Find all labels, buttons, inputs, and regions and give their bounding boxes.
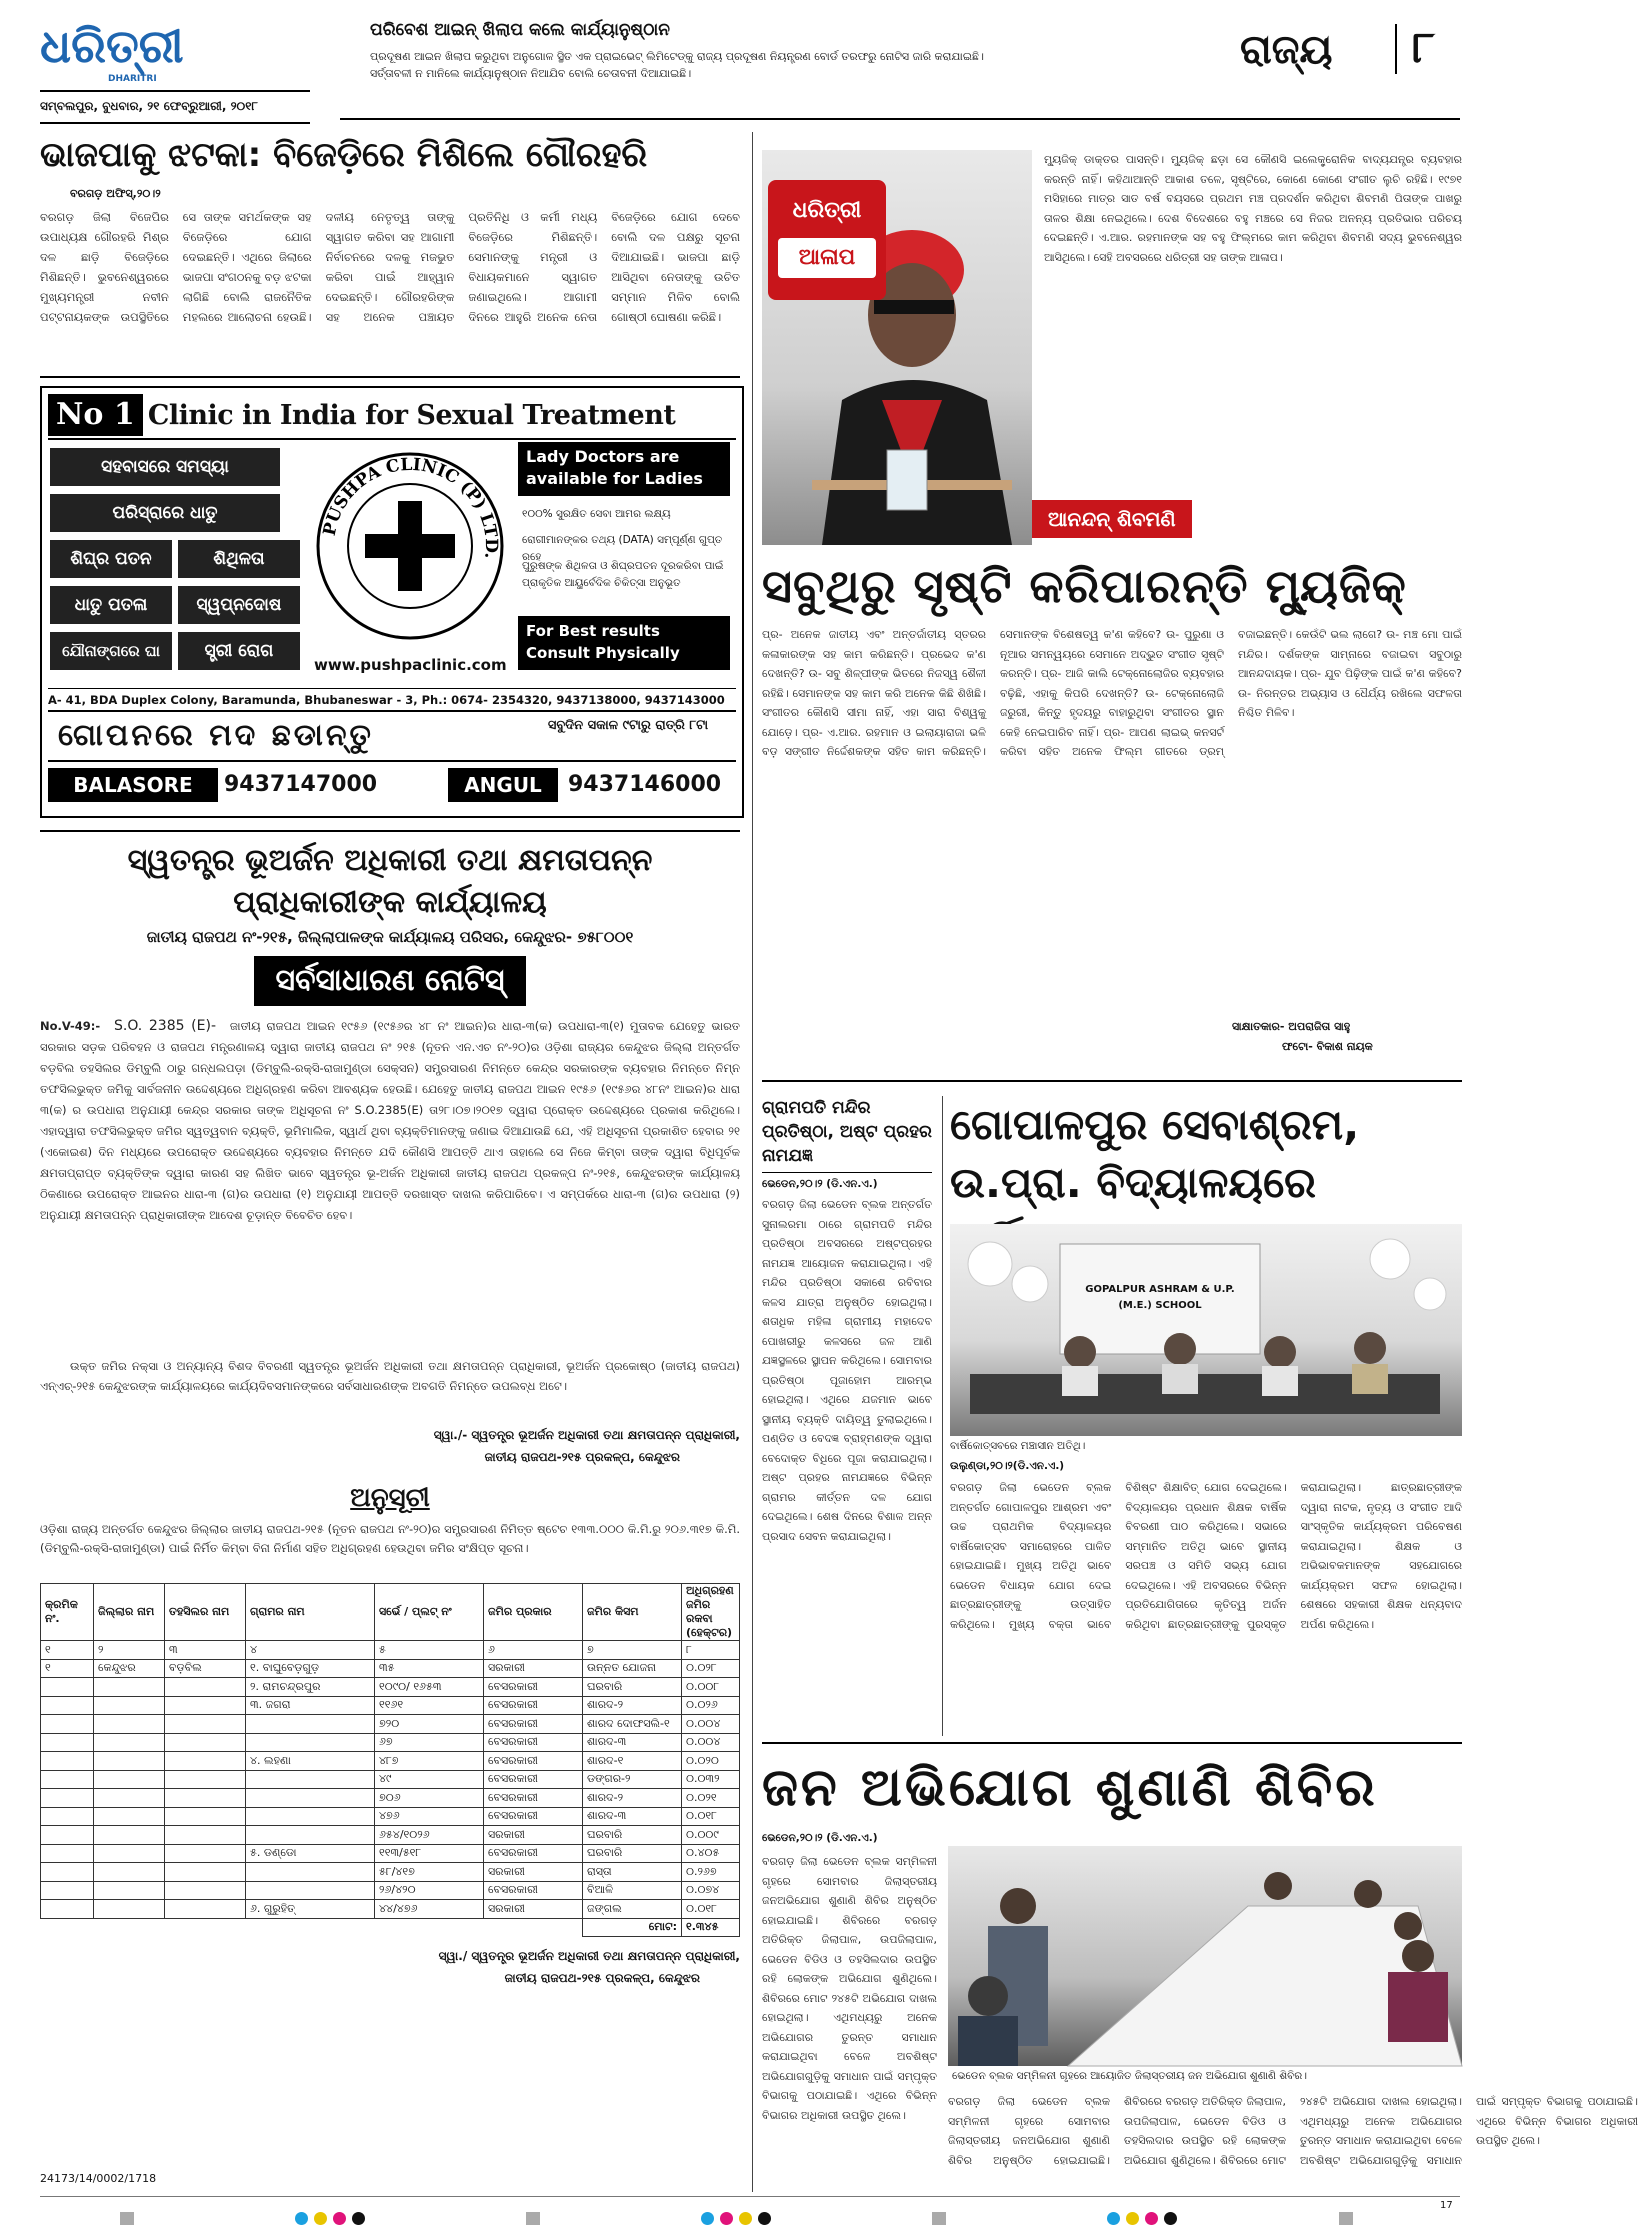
camp-body-tail: ବରଗଡ଼ ଜିଲା ଭେଡେନ ବ୍ଲକ ସମ୍ମିଳନୀ ଗୃହରେ ସୋମବାର ଜିଲାସ୍ତରୀୟ ଜନଅଭିଯୋଗ ଶୁଣାଣି ଶିବିର ଅନୁଷ୍ଠିତ ହୋଇଯାଇଛି। ଶିବିରରେ ବରଗଡ଼ ଅତିରିକ୍ତ ଜିଲାପାଳ, ଉପଜିଲାପାଳ, ଭେଡେନ ବିଡିଓ ଓ ତହସିଲଦାର ଉପସ୍ଥିତ ରହି ଲୋକଙ୍କ ଅଭିଯୋଗ ଶୁଣିଥିଲେ। ଶିବିରରେ ମୋଟ ୨୪୫ଟି ଅଭିଯୋଗ ଦାଖଲ ହୋଇଥିଲା। ଏଥିମଧ୍ୟରୁ ଅନେକ ଅଭିଯୋଗର ତୁରନ୍ତ ସମାଧାନ କରାଯାଇଥିବା ବେଳେ ଅବଶିଷ୍ଟ ଅଭିଯୋଗଗୁଡ଼ିକୁ ସମାଧାନ ପାଇଁ ସମ୍ପୃକ୍ତ ବିଭାଗକୁ ପଠାଯାଇଛି। ଏଥିରେ ବିଭିନ୍ନ ବିଭାଗର ଅଧିକାରୀ ଉପସ୍ଥିତ ଥିଲେ। xyxy=(948,2095,1638,2167)
clinic-ad xyxy=(40,386,744,818)
table-cell xyxy=(94,1863,165,1882)
table-cell: ବିଆଳି xyxy=(583,1881,682,1900)
clinic-title: Clinic in India for Sexual Treatment xyxy=(147,400,676,431)
table-cell: ବେସରକାରୀ xyxy=(484,1881,583,1900)
interview xyxy=(762,150,1462,1070)
table-cell xyxy=(94,1733,165,1752)
table-row xyxy=(41,1715,740,1734)
table-cell: ବେସରକାରୀ xyxy=(484,1733,583,1752)
table-cell xyxy=(246,1733,375,1752)
masthead-divider xyxy=(1395,24,1397,74)
table-cell xyxy=(41,1733,94,1752)
interview-intro: ମ୍ୟୁଜିକ୍ ଡାକ୍ତର ପାସନ୍ତି। ମ୍ୟୁଜିକ୍ ଛଡ଼ା ସେ କୌଣସି ଇଲେକ୍ଟ୍ରୋନିକ ବାଦ୍ୟଯନ୍ତ୍ର ବ୍ୟବହାର କରନ୍ତି ନାହିଁ। କହିଥାଆନ୍ତି ଆକାଶ ତଳେ, ସୃଷ୍ଟିରେ, କୋଣେ କୋଣେ ସଂଗୀତ ଲୁଚି ରହିଛି। ୧୯୭୧ ମସିହାରେ ମାତ୍ର ସାତ ବର୍ଷ ବୟସରେ ପ୍ରଥମ ମଞ୍ଚ ପ୍ରଦର୍ଶନ କରିଥିବା ଶିବମଣି ପିତାଙ୍କ ପାଖରୁ ତାଳର ଶିକ୍ଷା ନେଇଥିଲେ। ଦେଶ ବିଦେଶରେ ବହୁ ମଞ୍ଚରେ ସେ ନିଜର ଅନନ୍ୟ ପ୍ରତିଭାର ପରିଚୟ ଦେଇଛନ୍ତି। ଏ.ଆର. ରହମାନଙ୍କ ସହ ବହୁ ଫିଲ୍ମରେ କାମ କରିଥିବା ଶିବମଣି ସଦ୍ୟ ଭୁବନେଶ୍ୱର ଆସିଥିଲେ। ସେହି ଅବସରରେ ଧରିତ୍ରୀ ସହ ତାଙ୍କ ଆଳାପ। xyxy=(1044,153,1462,264)
school-photo xyxy=(950,1224,1462,1436)
schedule-table xyxy=(40,1583,740,1937)
clinic-slogan-box xyxy=(48,710,736,762)
school-photo-caption: ବାର୍ଷିକୋତ୍ସବରେ ମଞ୍ଚାସୀନ ଅତିଥି। xyxy=(950,1440,1086,1452)
camp-photo-caption: ଭେଡେନ ବ୍ଲକ ସମ୍ମିଳନୀ ଗୃହରେ ଆୟୋଜିତ ଜିଲାସ୍ତରୀୟ ଜନ ଅଭିଯୋଗ ଶୁଣାଣି ଶିବିର। xyxy=(952,2070,1307,2082)
notice-body xyxy=(40,1016,740,1352)
table-cell: ୪୪/୪୭୬ xyxy=(375,1900,484,1919)
rule xyxy=(762,1742,1462,1744)
table-cell xyxy=(94,1752,165,1771)
camp-photo xyxy=(948,1846,1462,2066)
story-gourahari xyxy=(40,132,740,372)
table-cell: ୦.୦୦୯ xyxy=(682,1826,740,1845)
story1-headline: ଭାଜପାକୁ ଝଟକା: ବିଜେଡ଼ିରେ ମିଶିଲେ ଗୌରହରି xyxy=(40,135,648,175)
table-cell xyxy=(165,1789,246,1808)
public-notice xyxy=(40,830,740,2192)
table-cell: ଶାରଦ-୨ xyxy=(583,1696,682,1715)
table-cell: ୨୬/୪୨୦ xyxy=(375,1881,484,1900)
table-cell xyxy=(94,1770,165,1789)
table-cell xyxy=(41,1715,94,1734)
table-cell xyxy=(246,1881,375,1900)
table-cell: ୪. ଲହଣା xyxy=(246,1752,375,1771)
table-cell: ଶାରଦ-୩ xyxy=(583,1733,682,1752)
table-cell: ଶାରଦ-୨ xyxy=(583,1789,682,1808)
table-cell: ୧୧୬୧ xyxy=(375,1696,484,1715)
notice-body-text: ଜାତୀୟ ରାଜପଥ ଆଇନ ୧୯୫୬ (୧୯୫୬ର ୪୮ ନଂ ଆଇନ)ର ଧାରା-୩(କ) ଉପଧାରା-୩(୧) ମୁତାବକ ଯେହେତୁ ଭାରତ ସରକାର ସଡ଼କ ପରିବହନ ଓ ରାଜପଥ ମନ୍ତ୍ରଣାଳୟ ଦ୍ୱାରା ଜାତୀୟ ରାଜପଥ ନଂ ୨୧୫ (ନୂତନ ଏନ.ଏଚ ନଂ-୨୦)ର ଓଡ଼ିଶା ରାଜ୍ୟର କେନ୍ଦୁଝର ଜିଲ୍ଲା ଅନ୍ତର୍ଗତ ବଡ଼ବିଲ ତହସିଲର ଡିମ୍ବୁଲି ଠାରୁ ଗନ୍ଧଲପଡ଼ା (ଡିମ୍ବୁଲି-ରକ୍ସି-ରାଜାମୁଣ୍ଡା ସେକ୍ସନ) ସମ୍ପ୍ରସାରଣ ନିମନ୍ତେ କେନ୍ଦ୍ର ସରକାରଙ୍କ ବ୍ୟବହାର ନିମନ୍ତେ ନିମ୍ନ ତଫସିଲଭୁକ୍ତ ଜମିକୁ ସାର୍ବଜନୀନ ଉଦ୍ଦେଶ୍ୟରେ ଅଧିଗ୍ରହଣ କରିବା ଆବଶ୍ୟକ ହେଉଛି। ଯେହେତୁ ଜାତୀୟ ରାଜପଥ ଆଇନ ୧୯୫୬ (୧୯୫୬ର ୪୮ନଂ ଆଇନ)ର ଧାରା ୩(କ) ର ଉପଧାରା ଅନୁଯାୟୀ କେନ୍ଦ୍ର ସରକାର ତାଙ୍କ ଅଧିସୂଚନା ନଂ S.O.2385(E) ତା୨୮।୦୭।୨୦୧୭ ଦ୍ୱାରା ପ୍ରୋକ୍ତ ଉଦ୍ଦେଶ୍ୟରେ ପ୍ରକାଶ କରିଥିଲେ। ଏହାଦ୍ୱାରା ତଫସିଲଭୁକ୍ତ ଜମିର ସ୍ୱତ୍ୱବାନ ବ୍ୟକ୍ତି, ଭୂମିମାଲିକ, ସ୍ୱାର୍ଥ ଥିବା ବ୍ୟକ୍ତିମାନଙ୍କୁ ଜଣାଇ ଦିଆଯାଉଛି ଯେ, ଏହି ଅଧିସୂଚନା ପ୍ରକାଶିତ ହେବାର ୨୧ (ଏକୋଇଶ) ଦିନ ମଧ୍ୟରେ ଉପରୋକ୍ତ ଉଦ୍ଦେଶ୍ୟରେ ବ୍ୟବହାର ନିମନ୍ତେ ଯଦି କୌଣସି ଆପତ୍ତି ଥାଏ ତାହାଲେ ସେ ନିଜେ କିମ୍ବା ତାଙ୍କ ଦ୍ୱାରା ବିଧିପୂର୍ବକ କ୍ଷମତାପ୍ରାପ୍ତ ବ୍ୟକ୍ତିଙ୍କ ଦ୍ୱାରା କାରଣ ସହ ଲିଖିତ ଭାବେ ସ୍ୱତନ୍ତ୍ର ଭୂ-ଅର୍ଜନ ଅଧିକାରୀ ଜାତୀୟ ରାଜପଥ ପ୍ରକଳ୍ପ ନଂ-୨୧୫, କେନ୍ଦୁଝରଙ୍କ କାର୍ଯ୍ୟାଳୟ ଠିକଣାରେ ଉପରୋକ୍ତ ଆଇନର ଧାରା-୩ (ଗ)ର ଉପଧାରା (୧) ଅନୁଯାୟୀ ଆପତ୍ତି ଦରଖାସ୍ତ ଦାଖଲ କରିପାରିବେ। ଏ ସମ୍ପର୍କରେ ଧାରା-୩ (ଗ)ର ଉପଧାରା (୨) ଅନୁଯାୟୀ କ୍ଷମତାପନ୍ନ ପ୍ରାଧିକାରୀଙ୍କ ଆଦେଶ ଚୂଡ଼ାନ୍ତ ବିବେଚିତ ହେବ। xyxy=(40,1019,741,1222)
table-cell xyxy=(246,1715,375,1734)
table-cell: ୦.୦୭୪ xyxy=(682,1881,740,1900)
camp-dateline: ଭେଡେନ,୨୦।୨ (ଡି.ଏନ.ଏ.) xyxy=(762,1832,878,1844)
table-cell xyxy=(165,1770,246,1789)
masthead-logo: ଧରିତ୍ରୀ xyxy=(40,19,184,73)
table-cell: ୦.୦୦୪ xyxy=(682,1733,740,1752)
camp-body-cont xyxy=(948,2092,1638,2172)
table-cell: ଘରବାରି xyxy=(583,1826,682,1845)
table-cell: ୦.୪୦୫ xyxy=(682,1844,740,1863)
table-cell: ୪୭୬ xyxy=(375,1807,484,1826)
interview-caption: ଆନନ୍ଦନ୍ ଶିବମଣି xyxy=(1032,500,1192,538)
col-num: ୩ xyxy=(165,1641,246,1660)
camp-photo-graphic xyxy=(948,1846,1462,2066)
clinic-no1: No 1 xyxy=(48,394,143,436)
table-cell: ୦.୦୦୪ xyxy=(682,1715,740,1734)
total-value: ୧.୩୪୫ xyxy=(682,1918,740,1937)
table-cell: ୧୧୩/୫୧୮ xyxy=(375,1844,484,1863)
col-num: ୨ xyxy=(94,1641,165,1660)
clinic-website: www.pushpaclinic.com xyxy=(314,656,507,674)
clinic-seal-graphic xyxy=(310,446,510,646)
table-cell xyxy=(41,1678,94,1697)
school-dateline: ଉଲୁଣ୍ଡା,୨୦।୨(ଡି.ଏନ.ଏ.) xyxy=(950,1460,1065,1472)
table-cell: ୫. ଡଣ୍ଡୋ xyxy=(246,1844,375,1863)
table-cell xyxy=(94,1696,165,1715)
teaser-title: ପରିବେଶ ଆଇନ୍ ଖିଲାପ କଲେ କାର୍ଯ୍ୟାନୁଷ୍ଠାନ xyxy=(370,20,671,40)
clinic-feature-3: ପୁରୁଷଙ୍କ ଶିଥିଳତା ଓ ଶିଘ୍ରପତନ ଦୂରକରିବା ପାଇଁ ପ୍ରାକୃତିକ ଆୟୁର୍ବେଦିକ ଚିକିତ୍ସା ଅନୁଭୂତ xyxy=(522,560,724,589)
clinic-btn-3: ଶିଘ୍ର ପତନ xyxy=(50,540,172,578)
clinic-title-box xyxy=(48,394,736,440)
table-cell: ସରକାରୀ xyxy=(484,1826,583,1845)
branch2-name: ANGUL xyxy=(448,768,558,802)
table-cell xyxy=(94,1807,165,1826)
table-cell: ରାସ୍ତା xyxy=(583,1863,682,1882)
col-num: ୬ xyxy=(484,1641,583,1660)
table-cell xyxy=(165,1678,246,1697)
notice-sign3: ସ୍ୱା./ ସ୍ୱତନ୍ତ୍ର ଭୂଅର୍ଜନ ଅଧିକାରୀ ତଥା କ୍ଷମତାପନ୍ନ ପ୍ରାଧିକାରୀ, xyxy=(438,1949,740,1963)
school-headline: ଗୋପାଳପୁର ସେବାଶ୍ରମ, ଉ.ପ୍ରା. ବିଦ୍ୟାଳୟରେ xyxy=(950,1100,1360,1207)
table-cell: ୦.୦୨୬ xyxy=(682,1696,740,1715)
table-cell: ୭୨୦ xyxy=(375,1715,484,1734)
table-row xyxy=(41,1807,740,1826)
alap-badge-top: ଧରିତ୍ରୀ xyxy=(792,198,862,223)
schedule-body xyxy=(41,1659,740,1918)
schedule-header-row xyxy=(41,1584,740,1641)
table-cell: ବେସରକାରୀ xyxy=(484,1844,583,1863)
camp-body: ବରଗଡ଼ ଜିଲା ଭେଡେନ ବ୍ଲକ ସମ୍ମିଳନୀ ଗୃହରେ ସୋମବାର ଜିଲାସ୍ତରୀୟ ଜନଅଭିଯୋଗ ଶୁଣାଣି ଶିବିର ଅନୁଷ୍ଠିତ ହୋଇଯାଇଛି। ଶିବିରରେ ବରଗଡ଼ ଅତିରିକ୍ତ ଜିଲାପାଳ, ଉପଜିଲାପାଳ, ଭେଡେନ ବିଡିଓ ଓ ତହସିଲଦାର ଉପସ୍ଥିତ ରହି ଲୋକଙ୍କ ଅଭିଯୋଗ ଶୁଣିଥିଲେ। ଶିବିରରେ ମୋଟ ୨୪୫ଟି ଅଭିଯୋଗ ଦାଖଲ ହୋଇଥିଲା। ଏଥିମଧ୍ୟରୁ ଅନେକ ଅଭିଯୋଗର ତୁରନ୍ତ ସମାଧାନ କରାଯାଇଥିବା ବେଳେ ଅବଶିଷ୍ଟ ଅଭିଯୋଗଗୁଡ଼ିକୁ ସମାଧାନ ପାଇଁ ସମ୍ପୃକ୍ତ ବିଭାଗକୁ ପଠାଯାଇଛି। ଏଥିରେ ବିଭିନ୍ନ ବିଭାଗର ଅଧିକାରୀ ଉପସ୍ଥିତ ଥିଲେ। xyxy=(762,1855,937,2122)
table-cell xyxy=(94,1844,165,1863)
clinic-buttons xyxy=(50,448,325,678)
interview-credit2: ଫଟୋ- ବିକାଶ ନାୟକ xyxy=(1282,1040,1373,1053)
clinic-btn-1: ସହବାସରେ ସମସ୍ୟା xyxy=(50,448,280,486)
table-cell: ୧ xyxy=(41,1659,94,1678)
table-cell: ୦.୦୨୧ xyxy=(682,1789,740,1808)
story1-dateline: ବରଗଡ଼ ଅଫିସ୍,୨୦।୨ xyxy=(70,187,161,200)
branch-row xyxy=(48,764,736,804)
table-row xyxy=(41,1881,740,1900)
notice-so: S.O. 2385 (E)- xyxy=(113,1018,217,1034)
th-area: ଅଧିଗ୍ରହଣ ଜମିର ରକବା (ହେକ୍ଟର) xyxy=(682,1584,740,1641)
story-temple xyxy=(762,1096,932,1736)
table-cell: ୬୭ xyxy=(375,1733,484,1752)
table-cell xyxy=(165,1844,246,1863)
table-cell: ବେସରକାରୀ xyxy=(484,1696,583,1715)
school-banner-text: GOPALPUR ASHRAM & U.P. (M.E.) SCHOOL xyxy=(1085,1284,1235,1311)
notice-address: ଜାତୀୟ ରାଜପଥ ନଂ-୨୧୫, ଜିଲ୍ଲାପାଳଙ୍କ କାର୍ଯ୍ୟାଳୟ ପରିସର, କେନ୍ଦୁଝର- ୭୫୮୦୦୧ xyxy=(146,928,634,946)
best-results: For Best results Consult Physically xyxy=(518,616,730,670)
table-cell: ବେସରକାରୀ xyxy=(484,1715,583,1734)
table-cell: ୦.୦୨୮ xyxy=(682,1659,740,1678)
table-row xyxy=(41,1826,740,1845)
table-cell xyxy=(41,1752,94,1771)
th-village: ଗ୍ରାମର ନାମ xyxy=(246,1584,375,1641)
col-num: ୫ xyxy=(375,1641,484,1660)
table-cell xyxy=(246,1863,375,1882)
table-cell xyxy=(41,1789,94,1808)
notice-sign2: ଜାତୀୟ ରାଜପଥ-୨୧୫ ପ୍ରକଳ୍ପ, କେନ୍ଦୁଝର xyxy=(484,1450,680,1464)
interview-credit1: ସାକ୍ଷାତକାର- ଅପରାଜିତା ସାହୁ xyxy=(1232,1020,1351,1033)
table-cell xyxy=(94,1826,165,1845)
temple-headline: ଗ୍ରାମପତି ମନ୍ଦିର ପ୍ରତିଷ୍ଠା, ଅଷ୍ଟ ପ୍ରହର ନାମଯଜ୍ଞ xyxy=(762,1096,932,1173)
footer xyxy=(0,2196,1500,2230)
table-cell: ବେସରକାରୀ xyxy=(484,1770,583,1789)
masthead-logo-sub: DHARITRI xyxy=(108,74,157,84)
table-row xyxy=(41,1789,740,1808)
temple-body: ବରଗଡ଼ ଜିଲା ଭେଡେନ ବ୍ଲକ ଅନ୍ତର୍ଗତ ସୁନାଲରମା ଠାରେ ଗ୍ରାମପତି ମନ୍ଦିର ପ୍ରତିଷ୍ଠା ଅବସରରେ ଅଷ୍ଟପ୍ରହର ନାମଯଜ୍ଞ ଆୟୋଜନ କରାଯାଇଥିଲା। ଏହି ମନ୍ଦିର ପ୍ରତିଷ୍ଠା ସକାଶେ ରବିବାର କଳସ ଯାତ୍ରା ଅନୁଷ୍ଠିତ ହୋଇଥିଲା। ଶତାଧିକ ମହିଳା ଗ୍ରାମୀୟ ମହାଦେବ ପୋଖରୀରୁ କଳସରେ ଜଳ ଆଣି ଯଜ୍ଞସ୍ଥଳରେ ସ୍ଥାପନ କରିଥିଲେ। ସୋମବାର ପ୍ରତିଷ୍ଠା ପୂଜାହୋମ ଆରମ୍ଭ ହୋଇଥିଲା। ଏଥିରେ ଯଜମାନ ଭାବେ ସ୍ଥାନୀୟ ବ୍ୟକ୍ତି ଦାୟିତ୍ୱ ତୁଲାଇଥିଲେ। ପଣ୍ଡିତ ଓ ବେଦଜ୍ଞ ବ୍ରାହ୍ମଣଙ୍କ ଦ୍ୱାରା ବେଦୋକ୍ତ ବିଧିରେ ପୂଜା କରାଯାଇଥିଲା। ଅଷ୍ଟ ପ୍ରହର ନାମଯଜ୍ଞରେ ବିଭିନ୍ନ ଗ୍ରାମର କୀର୍ତ୍ତନ ଦଳ ଯୋଗ ଦେଇଥିଲେ। ଶେଷ ଦିନରେ ବିଶାଳ ଅନ୍ନ ପ୍ରସାଦ ସେବନ କରାଯାଇଥିଲା। xyxy=(762,1198,932,1543)
col-num: ୧ xyxy=(41,1641,94,1660)
interview-qa: ପ୍ର- ଅନେକ ଜାତୀୟ ଏବଂ ଅନ୍ତର୍ଜାତୀୟ ସ୍ତରର କଳାକାରଙ୍କ ସହ କାମ କରିଛନ୍ତି। ପ୍ରଭେଦ କ'ଣ ଦେଖନ୍ତି? ଉ- ସବୁ ଶିଳ୍ପୀଙ୍କ ଭିତରେ ନିଜସ୍ୱ ଶୈଳୀ ରହିଛି। ସେମାନଙ୍କ ସହ କାମ କରି ଅନେକ କିଛି ଶିଖିଛି। ସଂଗୀତର କୌଣସି ସୀମା ନାହିଁ, ଏହା ସାରା ବିଶ୍ୱକୁ ଯୋଡ଼େ। ପ୍ର- ଏ.ଆର. ରହମାନ ଓ ଇଲାୟାରାଜା ଭଳି ବଡ଼ ସଙ୍ଗୀତ ନିର୍ଦ୍ଦେଶକଙ୍କ ସହିତ କାମ କରିଛନ୍ତି। ସେମାନଙ୍କ ବିଶେଷତ୍ୱ କ'ଣ କହିବେ? ଉ- ପୁରୁଣା ଓ ନୂଆର ସମନ୍ୱୟରେ ସେମାନେ ଅଦ୍ଭୁତ ସଂଗୀତ ସୃଷ୍ଟି କରନ୍ତି। ପ୍ର- ଆଜି କାଲି ଟେକ୍ନୋଲୋଜିର ବ୍ୟବହାର ବଢ଼ିଛି, ଏହାକୁ କିପରି ଦେଖନ୍ତି? ଉ- ଟେକ୍ନୋଲୋଜି ଜରୁରୀ, କିନ୍ତୁ ହୃଦୟରୁ ବାହାରୁଥିବା ସଂଗୀତର ସ୍ଥାନ କେହି ନେଇପାରିବ ନାହିଁ। ପ୍ର- ଆପଣ ଲାଇଭ୍ କନସର୍ଟ କରିବା ସହିତ ଅନେକ ଫିଲ୍ମ ଗୀତରେ ଡ୍ରମ୍ ବଜାଇଛନ୍ତି। କେଉଁଟି ଭଲ ଲାଗେ? ଉ- ମଞ୍ଚ ମୋ ପାଇଁ ମନ୍ଦିର। ଦର୍ଶକଙ୍କ ସାମ୍ନାରେ ବଜାଇବା ସବୁଠାରୁ ଆନନ୍ଦଦାୟକ। ପ୍ର- ଯୁବ ପିଢ଼ିଙ୍କ ପାଇଁ କ'ଣ କହିବେ? ଉ- ନିରନ୍ତର ଅଭ୍ୟାସ ଓ ଧୈର୍ଯ୍ୟ ରଖିଲେ ସଫଳତା ନିଶ୍ଚିତ ମିଳିବ। xyxy=(762,628,1462,758)
clinic-btn-2: ପରିସ୍ରାରେ ଧାତୁ xyxy=(50,494,280,532)
column-divider xyxy=(752,132,753,2192)
table-row xyxy=(41,1659,740,1678)
table-cell: ୦.୦୨୦ xyxy=(682,1752,740,1771)
masthead xyxy=(40,18,1460,126)
table-cell xyxy=(41,1770,94,1789)
camp-headline: ଜନ ଅଭିଯୋଗ ଶୁଣାଣି ଶିବିର xyxy=(762,1758,1378,1818)
table-cell: ବଡ଼ବିଲ xyxy=(165,1659,246,1678)
total-label: ମୋଟ: xyxy=(583,1918,682,1937)
notice-title: ସର୍ବସାଧାରଣ ନୋଟିସ୍ xyxy=(254,956,527,1006)
table-cell xyxy=(246,1789,375,1808)
lady-doctors: Lady Doctors are available for Ladies xyxy=(518,442,730,496)
interview-headline: ସବୁଥିରୁ ସୃଷ୍ଟି କରିପାରନ୍ତି ମ୍ୟୁଜିକ୍ xyxy=(762,559,1407,613)
story-camp xyxy=(762,1752,1638,2192)
clinic-btn-8: ସ୍ତ୍ରୀ ରୋଗ xyxy=(178,632,300,670)
masthead-rule xyxy=(340,118,1460,120)
notice-office-1: ସ୍ୱତନ୍ତ୍ର ଭୂଅର୍ଜନ ଅଧିକାରୀ ତଥା କ୍ଷମତାପନ୍ନ xyxy=(127,843,653,878)
table-cell: ବେସରକାରୀ xyxy=(484,1807,583,1826)
clinic-btn-6: ସ୍ୱପ୍ନଦୋଷ xyxy=(178,586,300,624)
table-cell xyxy=(41,1881,94,1900)
registration-marks xyxy=(120,2210,1420,2226)
story-school xyxy=(950,1096,1462,1736)
notice-office-2: ପ୍ରାଧିକାରୀଙ୍କ କାର୍ଯ୍ୟାଳୟ xyxy=(233,885,547,920)
table-cell xyxy=(165,1826,246,1845)
branch2-phone[interactable]: 9437146000 xyxy=(568,772,722,797)
table-row xyxy=(41,1678,740,1697)
table-cell xyxy=(165,1900,246,1919)
table-cell xyxy=(165,1715,246,1734)
table-cell xyxy=(41,1696,94,1715)
rule xyxy=(762,1080,1462,1082)
clinic-seal xyxy=(310,446,510,646)
table-cell: ୦.୦୧୮ xyxy=(682,1807,740,1826)
schedule-title: ଅନୁସୂଚୀ xyxy=(350,1483,430,1513)
table-cell: ୦.୨୬୭ xyxy=(682,1863,740,1882)
story1-body: ବରଗଡ଼ ଜିଲା ବିଜେପିର ଉପାଧ୍ୟକ୍ଷ ଗୌରହରି ମିଶ୍ର ଦଳ ଛାଡ଼ି ବିଜେଡ଼ିରେ ମିଶିଛନ୍ତି। ଭୁବନେଶ୍ୱରରେ ମୁଖ୍ୟମନ୍ତ୍ରୀ ନବୀନ ପଟ୍ଟନାୟକଙ୍କ ଉପସ୍ଥିତିରେ ସେ ତାଙ୍କ ସମର୍ଥକଙ୍କ ସହ ବିଜେଡ଼ିରେ ଯୋଗ ଦେଇଛନ୍ତି। ଏଥିରେ ଜିଲାରେ ଭାଜପା ସଂଗଠନକୁ ବଡ଼ ଝଟକା ଲାଗିଛି ବୋଲି ରାଜନୈତିକ ମହଲରେ ଆଲୋଚନା ହେଉଛି। ଦଳୀୟ ନେତୃତ୍ୱ ତାଙ୍କୁ ସ୍ୱାଗତ କରିବା ସହ ଆଗାମୀ ନିର୍ବାଚନରେ ଦଳକୁ ମଜଭୁତ କରିବା ପାଇଁ ଆହ୍ୱାନ ଦେଇଛନ୍ତି। ଗୌରହରିଙ୍କ ସହ ଅନେକ ପଞ୍ଚାୟତ ପ୍ରତିନିଧି ଓ କର୍ମୀ ମଧ୍ୟ ବିଜେଡ଼ିରେ ମିଶିଛନ୍ତି। ସେମାନଙ୍କୁ ମନ୍ତ୍ରୀ ଓ ବିଧାୟକମାନେ ସ୍ୱାଗତ ଜଣାଇଥିଲେ। ଆଗାମୀ ଦିନରେ ଆହୁରି ଅନେକ ନେତା ବିଜେଡ଼ିରେ ଯୋଗ ଦେବେ ବୋଲି ଦଳ ପକ୍ଷରୁ ସୂଚନା ଦିଆଯାଇଛି। ଭାଜପା ଛାଡ଼ି ଆସିଥିବା ନେତାଙ୍କୁ ଉଚିତ ସମ୍ମାନ ମିଳିବ ବୋଲି ଗୋଷ୍ଠୀ ଘୋଷଣା କରିଛି। xyxy=(40,210,740,324)
clinic-btn-7: ଯୌନାଙ୍ଗରେ ଘା xyxy=(50,632,172,670)
table-cell: ୩୫ xyxy=(375,1659,484,1678)
rule xyxy=(40,376,740,378)
th-tahasil: ତହସିଲର ନାମ xyxy=(165,1584,246,1641)
footer-page-code: 17 xyxy=(1440,2200,1453,2211)
clinic-feature-2: ରୋଗୀମାନଙ୍କର ତଥ୍ୟ (DATA) ସମ୍ପୂର୍ଣ୍ଣ ଗୁପ୍ତ ରହେ xyxy=(522,534,723,563)
table-cell xyxy=(246,1770,375,1789)
notice-ref: No.V-49:- xyxy=(40,1019,101,1033)
table-row xyxy=(41,1844,740,1863)
table-cell xyxy=(41,1863,94,1882)
table-cell xyxy=(94,1678,165,1697)
dateline xyxy=(40,90,310,124)
col-num: ୪ xyxy=(246,1641,375,1660)
seal-text: PUSHPA CLINIC (P) LTD. xyxy=(319,454,502,560)
table-row xyxy=(41,1696,740,1715)
schedule-intro: ଓଡ଼ିଶା ରାଜ୍ୟ ଅନ୍ତର୍ଗତ କେନ୍ଦୁଝର ଜିଲ୍ଲାର ଜାତୀୟ ରାଜପଥ-୨୧୫ (ନୂତନ ରାଜପଥ ନଂ-୨୦)ର ସମ୍ପ୍ରସାରଣ ନିମିତ୍ତ ଷ୍ଟେଚ ୧୩୩.୦୦୦ କି.ମି.ରୁ ୨୦୬.୩୧୭ କି.ମି. (ଡିମ୍ବୁଲି-ରକ୍ସି-ରାଜାମୁଣ୍ଡା) ପାଇଁ ନିର୍ମିତ କିମ୍ବା ବିନା ନିର୍ମାଣ ସହିତ ଅଧିଗ୍ରହଣ ହେଉଥିବା ଜମିର ସଂକ୍ଷିପ୍ତ ସୂଚନା। xyxy=(40,1522,740,1555)
table-row xyxy=(41,1733,740,1752)
table-cell xyxy=(41,1844,94,1863)
table-cell: ଉନ୍ନତ ଯୋଜନା xyxy=(583,1659,682,1678)
table-cell: ୫୮/୪୧୭ xyxy=(375,1863,484,1882)
table-cell: ଘରବାରି xyxy=(583,1678,682,1697)
table-cell xyxy=(94,1715,165,1734)
schedule-number-row xyxy=(41,1641,740,1660)
th-land-kisam: ଜମିର କିସମ xyxy=(583,1584,682,1641)
temple-dateline: ଭେଡେନ,୨୦।୨ (ଡି.ଏନ.ଏ.) xyxy=(762,1178,878,1190)
school-body: ବରଗଡ଼ ଜିଲା ଭେଡେନ ବ୍ଲକ ଅନ୍ତର୍ଗତ ଗୋପାଳପୁର ଆଶ୍ରମ ଏବଂ ଉଚ୍ଚ ପ୍ରାଥମିକ ବିଦ୍ୟାଳୟର ବାର୍ଷିକୋତ୍ସବ ସମାରୋହରେ ପାଳିତ ହୋଇଯାଇଛି। ମୁଖ୍ୟ ଅତିଥି ଭାବେ ଭେଡେନ ବିଧାୟକ ଯୋଗ ଦେଇ ଛାତ୍ରଛାତ୍ରୀଙ୍କୁ ଉତ୍ସାହିତ କରିଥିଲେ। ମୁଖ୍ୟ ବକ୍ତା ଭାବେ ବିଶିଷ୍ଟ ଶିକ୍ଷାବିତ୍ ଯୋଗ ଦେଇଥିଲେ। ବିଦ୍ୟାଳୟର ପ୍ରଧାନ ଶିକ୍ଷକ ବାର୍ଷିକ ବିବରଣୀ ପାଠ କରିଥିଲେ। ସଭାରେ ସମ୍ମାନିତ ଅତିଥି ଭାବେ ସ୍ଥାନୀୟ ସରପଞ୍ଚ ଓ ସମିତି ସଭ୍ୟ ଯୋଗ ଦେଇଥିଲେ। ଏହି ଅବସରରେ ବିଭିନ୍ନ ପ୍ରତିଯୋଗିତାରେ କୃତିତ୍ୱ ଅର୍ଜନ କରିଥିବା ଛାତ୍ରଛାତ୍ରୀଙ୍କୁ ପୁରସ୍କୃତ କରାଯାଇଥିଲା। ଛାତ୍ରଛାତ୍ରୀଙ୍କ ଦ୍ୱାରା ନାଟକ, ନୃତ୍ୟ ଓ ସଂଗୀତ ଆଦି ସାଂସ୍କୃତିକ କାର୍ଯ୍ୟକ୍ରମ ପରିବେଷଣ କରାଯାଇଥିଲା। ଶିକ୍ଷକ ଓ ଅଭିଭାବକମାନଙ୍କ ସହଯୋଗରେ କାର୍ଯ୍ୟକ୍ରମ ସଫଳ ହୋଇଥିଲା। ଶେଷରେ ସହକାରୀ ଶିକ୍ଷକ ଧନ୍ୟବାଦ ଅର୍ପଣ କରିଥିଲେ। xyxy=(950,1481,1462,1631)
teaser-text: ପ୍ରଦୂଷଣ ଆଇନ ଖିଲାପ କରୁଥିବା ଅନୁଗୋଳ ସ୍ଥିତ ଏକ ପ୍ରାଇଭେଟ୍ ଲିମିଟେଡ୍‌କୁ ରାଜ୍ୟ ପ୍ରଦୂଷଣ ନିୟନ୍ତ୍ରଣ ବୋର୍ଡ ତରଫରୁ ନୋଟିସ ଜାରି କରାଯାଇଛି। ସର୍ତ୍ତାବଳୀ ନ ମାନିଲେ କାର୍ଯ୍ୟାନୁଷ୍ଠାନ ନିଆଯିବ ବୋଲି ଚେତାବନୀ ଦିଆଯାଇଛି। xyxy=(370,50,984,80)
col-num: ୭ xyxy=(583,1641,682,1660)
table-cell xyxy=(41,1826,94,1845)
section-name: ରାଜ୍ୟ xyxy=(1240,27,1333,73)
table-cell: ୦.୦୦୮ xyxy=(682,1678,740,1697)
table-cell xyxy=(41,1900,94,1919)
table-cell xyxy=(165,1881,246,1900)
col-num: ୮ xyxy=(682,1641,740,1660)
school-photo-graphic xyxy=(950,1224,1462,1436)
table-cell xyxy=(165,1733,246,1752)
table-row xyxy=(41,1900,740,1919)
table-cell: ୭୦୬ xyxy=(375,1789,484,1808)
notice-sign1: ସ୍ୱା./- ସ୍ୱତନ୍ତ୍ର ଭୂଅର୍ଜନ ଅଧିକାରୀ ତଥା କ୍ଷମତାପନ୍ନ ପ୍ରାଧିକାରୀ, xyxy=(433,1428,740,1442)
column-divider xyxy=(942,1096,943,1736)
table-cell: ୪୮୭ xyxy=(375,1752,484,1771)
table-cell: ବେସରକାରୀ xyxy=(484,1752,583,1771)
table-cell xyxy=(94,1789,165,1808)
table-cell xyxy=(246,1807,375,1826)
table-cell: ସରକାରୀ xyxy=(484,1863,583,1882)
th-district: ଜିଲ୍ଲାର ନାମ xyxy=(94,1584,165,1641)
table-cell: ୩. ଜଗରା xyxy=(246,1696,375,1715)
clinic-timing: ସବୁଦିନ ସକାଳ ୯ଟାରୁ ରାତ୍ରି ୮ଟା xyxy=(547,718,709,733)
table-cell: ବେସରକାରୀ xyxy=(484,1789,583,1808)
table-row xyxy=(41,1863,740,1882)
table-cell xyxy=(165,1752,246,1771)
th-plot: ସର୍ଭେ / ପ୍ଲଟ୍ ନଂ xyxy=(375,1584,484,1641)
alap-badge xyxy=(768,180,886,300)
table-cell: ଶାରଦ-୩ xyxy=(583,1807,682,1826)
table-cell: ୧. ବାଘୁବେଡ଼ଗୁଡ଼ xyxy=(246,1659,375,1678)
branch1-name: BALASORE xyxy=(48,768,218,802)
table-cell: ସରକାରୀ xyxy=(484,1659,583,1678)
clinic-address: A- 41, BDA Duplex Colony, Baramunda, Bhubaneswar - 3, Ph.: 0674- 2354320, 9437138000, 9437143000 xyxy=(48,688,736,707)
table-cell: ୦.୦୩୨ xyxy=(682,1770,740,1789)
table-cell xyxy=(94,1900,165,1919)
th-serial: କ୍ରମିକ ନଂ. xyxy=(41,1584,94,1641)
notice-sign4: ଜାତୀୟ ରାଜପଥ-୨୧୫ ପ୍ରକଳ୍ପ, କେନ୍ଦୁଝର xyxy=(504,1971,700,1985)
dateline-text: ସମ୍ବଲପୁର, ବୁଧବାର, ୨୧ ଫେବ୍ରୁଆରୀ, ୨୦୧୮ xyxy=(40,99,258,113)
clinic-btn-5: ଧାତୁ ପତଳା xyxy=(50,586,172,624)
table-row xyxy=(41,1770,740,1789)
table-cell: ଶାରଦ ଦୋଫସଲି-୧ xyxy=(583,1715,682,1734)
table-cell: ସରକାରୀ xyxy=(484,1900,583,1919)
table-row xyxy=(41,1752,740,1771)
ad-code: 24173/14/0002/1718 xyxy=(40,2172,157,2185)
table-cell: ୬. ଗୁରୁହିତ୍ xyxy=(246,1900,375,1919)
alap-badge-bottom: ଆଳାପ xyxy=(778,238,876,278)
table-cell xyxy=(165,1696,246,1715)
th-land-type: ଜମିର ପ୍ରକାର xyxy=(484,1584,583,1641)
table-cell xyxy=(246,1826,375,1845)
table-cell: ୪୯ xyxy=(375,1770,484,1789)
table-cell xyxy=(165,1863,246,1882)
table-cell: ୬୫୪/୧୦୨୬ xyxy=(375,1826,484,1845)
table-cell: ଘରବାରି xyxy=(583,1844,682,1863)
table-cell xyxy=(94,1881,165,1900)
table-cell: ବେସରକାରୀ xyxy=(484,1678,583,1697)
clinic-feature-1: ୧୦୦% ସୁରକ୍ଷିତ ସେବା ଆମର ଲକ୍ଷ୍ୟ xyxy=(522,508,671,520)
table-cell: ୧୦୯୦/ ୧୬୫୩ xyxy=(375,1678,484,1697)
table-cell xyxy=(165,1807,246,1826)
schedule-total-row xyxy=(41,1918,740,1937)
notice-body2: ଉକ୍ତ ଜମିର ନକ୍ସା ଓ ଅନ୍ୟାନ୍ୟ ବିଶଦ ବିବରଣୀ ସ୍ୱତନ୍ତ୍ର ଭୂଅର୍ଜନ ଅଧିକାରୀ ତଥା କ୍ଷମତାପନ୍ନ ପ୍ରାଧିକାରୀ, ଭୂଅର୍ଜନ ପ୍ରକୋଷ୍ଠ (ଜାତୀୟ ରାଜପଥ) ଏନ୍‌ଏଚ୍-୨୧୫ କେନ୍ଦୁଝରଙ୍କ କାର୍ଯ୍ୟାଳୟରେ କାର୍ଯ୍ୟଦିବସମାନଙ୍କରେ ସର୍ବସାଧାରଣଙ୍କ ଅବଗତି ନିମନ୍ତେ ଉପଲବ୍ଧ ଅଟେ। xyxy=(40,1359,740,1393)
page-number: ୮ xyxy=(1412,22,1435,73)
clinic-btn-4: ଶିଥିଳତା xyxy=(178,540,300,578)
table-cell: ଡଙ୍ଗର-୨ xyxy=(583,1770,682,1789)
table-cell xyxy=(41,1807,94,1826)
footer-rule xyxy=(40,2196,1460,2197)
clinic-slogan: ଗୋପନରେ ମଦ ଛଡାନ୍ତୁ xyxy=(58,718,374,753)
table-cell: କେନ୍ଦୁଝର xyxy=(94,1659,165,1678)
branch1-phone[interactable]: 9437147000 xyxy=(224,772,378,797)
table-cell: ୨. ରାମଚନ୍ଦ୍ରପୁର xyxy=(246,1678,375,1697)
table-cell: ଶାରଦ-୧ xyxy=(583,1752,682,1771)
table-cell: ଜଙ୍ଗଲ xyxy=(583,1900,682,1919)
table-cell: ୦.୦୧୮ xyxy=(682,1900,740,1919)
